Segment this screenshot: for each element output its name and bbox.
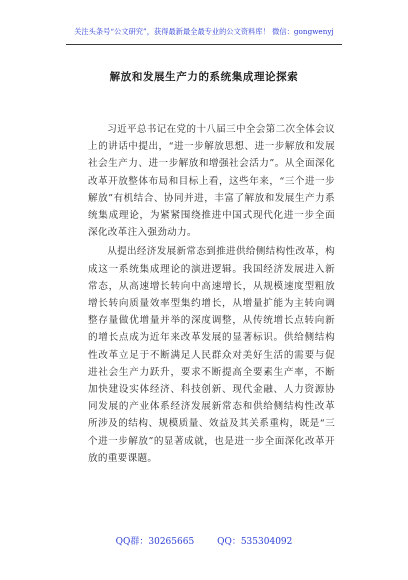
footer-qq-group: QQ群：30265665 <box>115 537 195 547</box>
paragraph-1: 习近平总书记在党的十八届三中全会第二次全体会议上的讲话中提出，“进一步解放思想、进一步解放和发展社会生产力、进一步解放和增强社会活力”。从全面深化改革开放整体布局和目标上看，这些年来，“三个进一步解放”有机结合、协同并进，丰富了解放和发展生产力系统集成理论，为紧紧围绕推进中国式现代化进一步全面深化改革注入强劲动力。 <box>88 124 335 239</box>
document-body <box>88 121 335 469</box>
paragraph-2: 从提出经济发展新常态到推进供给侧结构性改革，构成这一系统集成理论的演进逻辑。我国经济发展进入新常态，从高速增长转向中高速增长，从规模速度型粗放增长转向质量效率型集约增长，从增量扩能为主转向调整存量做优增量并举的深度调整，从传统增长点转向新的增长点成为近年来改革发展的显著标识。供给侧结构性改革立足于不断满足人民群众对美好生活的需要与促进社会生产力跃升，要求不断提高全要素生产率，不断加快建设实体经济、科技创新、现代金融、人力资源协同发展的产业体系经济发展新常态和供给侧结构性改革所涉及的结构、规模质量、效益及其关系重构，既是“三个进一步解放”的显著成就，也是进一步全面深化改革开放的重要课题。 <box>88 246 335 464</box>
header-divider <box>66 44 342 45</box>
banner-text: 关注头条号“公文研究”，获得最新最全最专业的公文资料库！ 微信：gongwenyj <box>74 27 334 36</box>
top-banner <box>0 27 408 37</box>
document-title: 解放和发展生产力的系统集成理论探索 <box>109 71 299 83</box>
footer-qq: QQ：535304092 <box>217 537 293 547</box>
footer <box>0 534 408 547</box>
